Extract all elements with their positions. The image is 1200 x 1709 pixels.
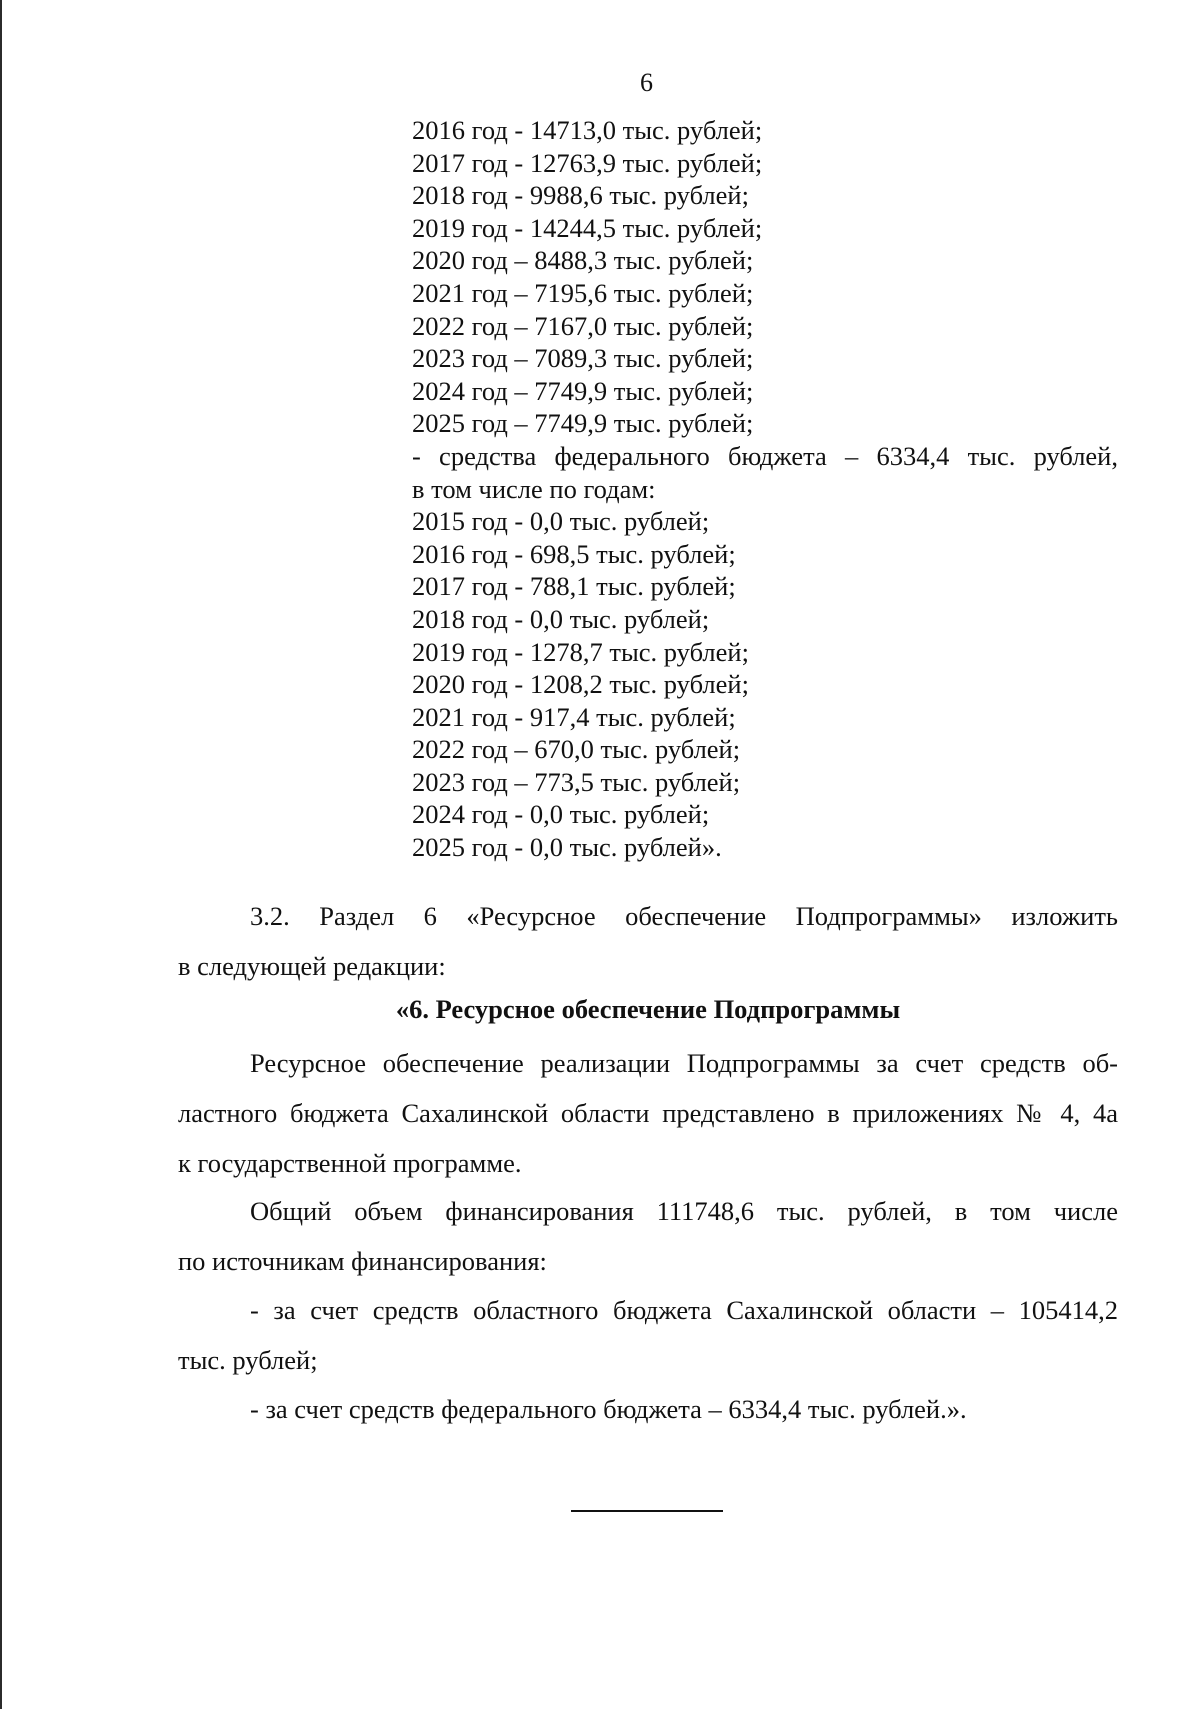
year-line: 2018 год - 9988,6 тыс. рублей; — [412, 180, 749, 211]
paragraph-line: по источникам финансирования: — [178, 1246, 547, 1276]
paragraph-line: Общий объем финансирования 111748,6 тыс. рублей, в том числе — [250, 1196, 1118, 1226]
funding-years-block — [412, 114, 1118, 864]
year-line: 2017 год - 12763,9 тыс. рублей; — [412, 147, 763, 178]
year-line: 2018 год - 0,0 тыс. рублей; — [412, 603, 710, 634]
year-line: 2024 год - 0,0 тыс. рублей; — [412, 799, 710, 830]
paragraph-line: в следующей редакции: — [178, 951, 446, 981]
year-line: 2020 год - 1208,2 тыс. рублей; — [412, 669, 749, 700]
paragraph-line: - за счет средств областного бюджета Сахалинской области – 105414,2 — [250, 1295, 1118, 1325]
paragraph-line: тыс. рублей; — [178, 1345, 318, 1375]
year-line: 2025 год – 7749,9 тыс. рублей; — [412, 408, 754, 439]
scan-left-edge — [0, 0, 2, 1709]
year-line: 2019 год - 14244,5 тыс. рублей; — [412, 212, 763, 243]
year-line: 2019 год - 1278,7 тыс. рублей; — [412, 636, 749, 667]
year-line: 2023 год – 7089,3 тыс. рублей; — [412, 343, 754, 374]
by-years-line: в том числе по годам: — [412, 473, 656, 504]
end-rule — [571, 1510, 723, 1512]
paragraph-line: Ресурсное обеспечение реализации Подпрограммы за счет средств об- — [250, 1048, 1118, 1078]
total-funding-paragraph — [178, 1186, 1118, 1286]
section-heading: «6. Ресурсное обеспечение Подпрограммы — [395, 994, 901, 1024]
year-line: 2025 год - 0,0 тыс. рублей». — [412, 832, 722, 863]
section-3-2-paragraph — [178, 891, 1118, 991]
paragraph-line: - за счет средств федерального бюджета – 6334,4 тыс. рублей.». — [250, 1394, 967, 1424]
year-line: 2021 год – 7195,6 тыс. рублей; — [412, 277, 754, 308]
year-line: 2022 год – 7167,0 тыс. рублей; — [412, 310, 754, 341]
paragraph-line: 3.2. Раздел 6 «Ресурсное обеспечение Подпрограммы» изложить — [250, 901, 1118, 931]
year-line: 2022 год – 670,0 тыс. рублей; — [412, 734, 741, 765]
page-number: 6 — [640, 68, 653, 97]
year-line: 2024 год – 7749,9 тыс. рублей; — [412, 375, 754, 406]
year-line: 2016 год - 698,5 тыс. рублей; — [412, 538, 736, 569]
regional-budget-paragraph — [178, 1285, 1118, 1385]
resource-paragraph — [178, 1038, 1118, 1188]
paragraph-line: к государственной программе. — [178, 1148, 522, 1178]
year-line: 2021 год - 917,4 тыс. рублей; — [412, 701, 736, 732]
year-line: 2020 год – 8488,3 тыс. рублей; — [412, 245, 754, 276]
year-line: 2015 год - 0,0 тыс. рублей; — [412, 506, 710, 537]
year-line: 2017 год - 788,1 тыс. рублей; — [412, 571, 736, 602]
federal-budget-paragraph — [178, 1384, 1118, 1434]
year-line: 2023 год – 773,5 тыс. рублей; — [412, 766, 741, 797]
paragraph-line: ластного бюджета Сахалинской области представлено в приложениях № 4, 4а — [178, 1098, 1118, 1128]
federal-budget-line: - средства федерального бюджета – 6334,4 тыс. рублей, — [412, 440, 1118, 471]
year-line: 2016 год - 14713,0 тыс. рублей; — [412, 115, 763, 145]
